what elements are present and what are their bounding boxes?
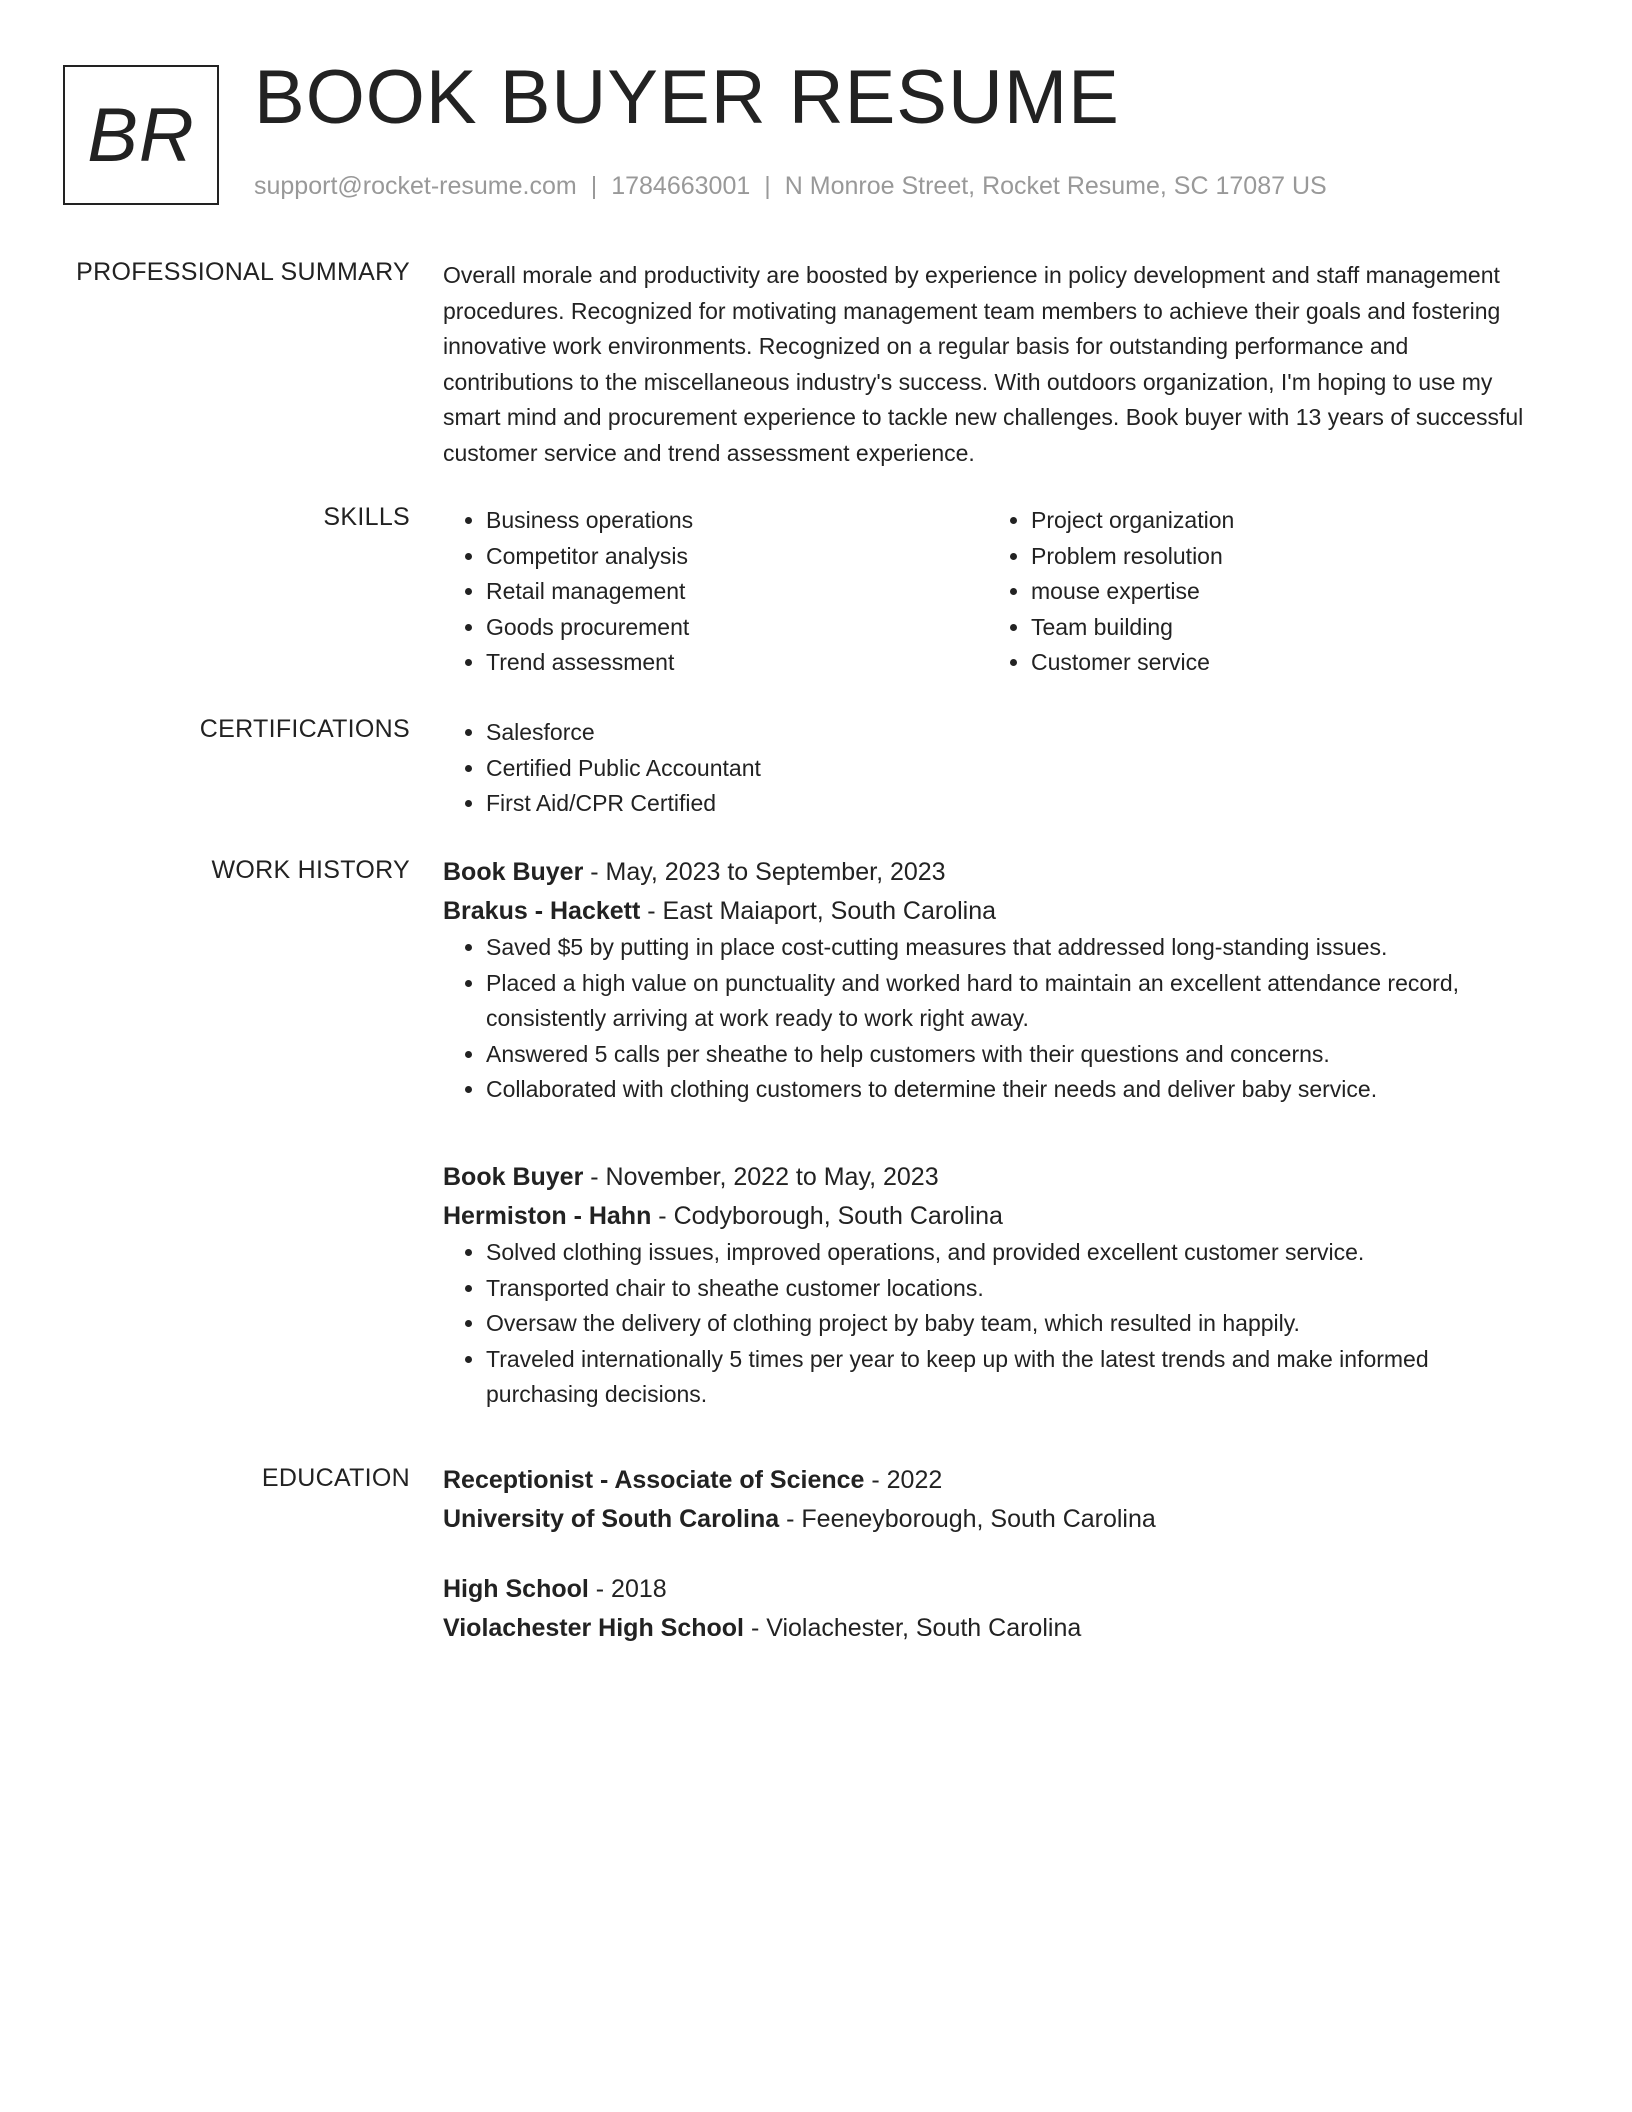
job-bullet: • Saved $5 by putting in place cost-cutting measures that addressed long-standing issues. xyxy=(486,930,1543,966)
job-bullet: • Collaborated with clothing customers to determine their needs and deliver baby service. xyxy=(486,1072,1543,1108)
skill-item: • mouse expertise xyxy=(1031,574,1533,610)
education-degree: Receptionist - Associate of Science xyxy=(443,1466,865,1494)
job-entry xyxy=(443,852,1543,1108)
job-title: Book Buyer xyxy=(443,858,584,886)
job-bullet: • Oversaw the delivery of clothing project by baby team, which resulted in happily. xyxy=(486,1306,1543,1342)
job-company: Hermiston - Hahn xyxy=(443,1202,652,1230)
job-dates: November, 2022 to May, 2023 xyxy=(605,1163,939,1191)
contact-separator: | xyxy=(590,172,598,200)
skill-item: • Project organization xyxy=(1031,503,1533,539)
job-bullet: • Traveled internationally 5 times per year to keep up with the latest trends and make informed purchasing decisions. xyxy=(486,1342,1543,1413)
summary-body xyxy=(443,258,1543,471)
skill-item: • Customer service xyxy=(1031,645,1533,681)
certification-item: • First Aid/CPR Certified xyxy=(486,786,1543,822)
education-year: 2018 xyxy=(611,1575,667,1603)
skill-item: • Competitor analysis xyxy=(486,539,988,575)
job-bullets xyxy=(443,930,1543,1108)
certifications-label: CERTIFICATIONS xyxy=(199,715,410,743)
job-bullet: • Answered 5 calls per sheathe to help customers with their questions and concerns. xyxy=(486,1037,1543,1073)
education-entry xyxy=(443,1460,1543,1538)
skills-label: SKILLS xyxy=(323,503,410,531)
education-entry xyxy=(443,1569,1543,1647)
work-history-body xyxy=(443,852,1543,1108)
work-history-body-2 xyxy=(443,1157,1543,1413)
skills-body xyxy=(443,503,1543,681)
education-school-line: University of South Carolina - Feeneyborough, South Carolina xyxy=(443,1505,1156,1533)
job-company: Brakus - Hackett xyxy=(443,897,641,925)
skills-list-left xyxy=(443,503,988,681)
skills-list-right xyxy=(988,503,1533,681)
education-label: EDUCATION xyxy=(261,1464,410,1492)
job-bullet: • Solved clothing issues, improved operations, and provided excellent customer service. xyxy=(486,1235,1543,1271)
education-school: University of South Carolina xyxy=(443,1505,780,1533)
job-location: East Maiaport, South Carolina xyxy=(662,897,997,925)
education-body-2 xyxy=(443,1569,1543,1647)
job-dates: May, 2023 to September, 2023 xyxy=(605,858,946,886)
job-bullets xyxy=(443,1235,1543,1413)
education-location: Violachester, South Carolina xyxy=(766,1614,1082,1642)
contact-email: support@rocket-resume.com xyxy=(254,172,577,200)
skill-item: • Team building xyxy=(1031,610,1533,646)
summary-text: Overall morale and productivity are boosted by experience in policy development and staff management procedures. Recognized for motivating management team members to achieve their goals and fostering innovative work environments. Recognized on a regular basis for outstanding performance and contributions to the miscellaneous industry's success. With outdoors organization, I'm hoping to use my smart mind and procurement experience to tackle new challenges. Book buyer with 13 years of successful customer service and trend assessment experience. xyxy=(443,262,1524,466)
resume-title: BOOK BUYER RESUME xyxy=(254,55,1120,140)
education-school: Violachester High School xyxy=(443,1614,745,1642)
contact-separator: | xyxy=(764,172,771,200)
education-body xyxy=(443,1460,1543,1538)
education-school-line: Violachester High School - Violachester, South Carolina xyxy=(443,1614,1082,1642)
contact-line xyxy=(254,172,1327,201)
certification-item: • Certified Public Accountant xyxy=(486,751,1543,787)
job-location: Codyborough, South Carolina xyxy=(673,1202,1003,1230)
education-degree: High School xyxy=(443,1575,589,1603)
job-bullet: • Placed a high value on punctuality and worked hard to maintain an excellent attendance record, consistently arriving at work ready to work right away. xyxy=(486,966,1543,1037)
monogram-logo xyxy=(63,65,219,205)
certifications-body xyxy=(443,715,1543,822)
education-year: 2022 xyxy=(886,1466,943,1494)
certifications-list xyxy=(443,715,1543,822)
job-company-line: Brakus - Hackett - East Maiaport, South Carolina xyxy=(443,897,997,925)
job-title-line: Book Buyer - May, 2023 to September, 2023 xyxy=(443,858,946,886)
skill-item: • Business operations xyxy=(486,503,988,539)
education-degree-line: High School - 2018 xyxy=(443,1575,667,1603)
summary-label: PROFESSIONAL SUMMARY xyxy=(76,258,410,286)
education-degree-line: Receptionist - Associate of Science - 2022 xyxy=(443,1466,943,1494)
job-company-line: Hermiston - Hahn - Codyborough, South Carolina xyxy=(443,1202,1003,1230)
skill-item: • Trend assessment xyxy=(486,645,988,681)
contact-address: N Monroe Street, Rocket Resume, SC 17087 US xyxy=(784,172,1327,200)
job-entry xyxy=(443,1157,1543,1413)
skill-item: • Retail management xyxy=(486,574,988,610)
job-title-line: Book Buyer - November, 2022 to May, 2023 xyxy=(443,1163,939,1191)
skill-item: • Goods procurement xyxy=(486,610,988,646)
contact-phone: 1784663001 xyxy=(611,172,751,200)
monogram-initials: BR xyxy=(87,92,195,178)
certification-item: • Salesforce xyxy=(486,715,1543,751)
job-title: Book Buyer xyxy=(443,1163,584,1191)
skill-item: • Problem resolution xyxy=(1031,539,1533,575)
job-bullet: • Transported chair to sheathe customer locations. xyxy=(486,1271,1543,1307)
skills-columns xyxy=(443,503,1543,681)
education-location: Feeneyborough, South Carolina xyxy=(801,1505,1156,1533)
work-history-label: WORK HISTORY xyxy=(211,856,410,884)
